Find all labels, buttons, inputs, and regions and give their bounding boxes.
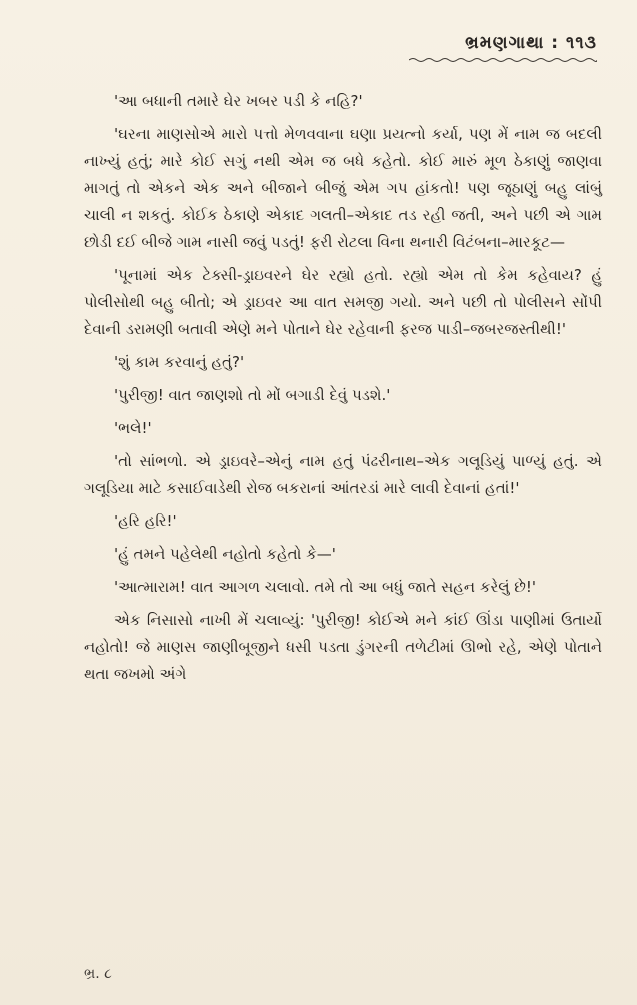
paragraph-6: 'ભલે!' xyxy=(114,419,152,437)
body-text xyxy=(84,88,602,688)
paragraph-5: 'પુરીજી! વાત જાણશો તો મોં બગાડી દેવું પડશે.' xyxy=(114,386,391,404)
paragraph-1: 'આ બધાની તમારે ઘેર ખબર પડી કે નહિ?' xyxy=(114,92,363,110)
paragraph-7: 'તો સાંભળો. એ ડ્રાઇવરે–એનું નામ હતું પંઢરીનાથ–એક ગલૂડિયું પાળ્યું હતું. એ ગલૂડિયા માટે કસાઈવાડેથી રોજ બકરાનાં આંતરડાં મારે લાવી દેવાનાં હતાં!' xyxy=(84,452,602,497)
paragraph-2: 'ઘરના માણસોએ મારો પત્તો મેળવવાના ઘણા પ્રયત્નો કર્યા, પણ મેં નામ જ બદલી નાખ્યું હતું; મારે કોઈ સગું નથી એમ જ બધે કહેતો. કોઈ મારું મૂળ ઠેકાણું જાણવા માગતું તો એકને એક અને બીજાને બીજું એમ ગપ હાંકતો! પણ જૂઠાણું બહુ લાંબું ચાલી ન શકતું. કોઈક ઠેકાણે એકાદ ગલતી–એકાદ તડ રહી જતી, અને પછી એ ગામ છોડી દઈ બીજે ગામ નાસી જવું પડતું! ફરી રોટલા વિના થનારી વિટંબના–મારકૂટ— xyxy=(84,125,602,251)
running-head: ભ્રમણગાથા : ૧૧૩ xyxy=(465,33,597,53)
paragraph-10: 'આત્મારામ! વાત આગળ ચલાવો. તમે તો આ બધું જાતે સહન કરેલું છે!' xyxy=(114,578,537,596)
paragraph-8: 'હરિ હરિ!' xyxy=(114,512,177,530)
paragraph-4: 'શું કામ કરવાનું હતું?' xyxy=(114,353,245,371)
paragraph-9: 'હું તમને પહેલેથી નહોતો કહેતો કે—' xyxy=(114,545,336,563)
paragraph-3: 'પૂનામાં એક ટેક્સી-ડ્રાઇવરને ઘેર રહ્યો હતો. રહ્યો એમ તો કેમ કહેવાય? હું પોલીસોથી બહુ બીતો; એ ડ્રાઇવર આ વાત સમજી ગયો. અને પછી તો પોલીસને સોંપી દેવાની ડરામણી બતાવી એણે મને પોતાને ઘેર રહેવાની ફરજ પાડી–જબરજસ્તીથી!' xyxy=(84,266,602,338)
paragraph-11: એક નિસાસો નાખી મેં ચલાવ્યું: 'પુરીજી! કોઈએ મને કાંઈ ઊંડા પાણીમાં ઉતાર્યો નહોતો! જે માણસ જાણીબૂજીને ધસી પડતા ડુંગરની તળેટીમાં ઊભો રહે, એણે પોતાને થતા જખમો અંગે xyxy=(84,611,602,683)
signature-mark: ભ્ર. ૮ xyxy=(84,966,112,982)
wavy-underline xyxy=(409,57,597,63)
